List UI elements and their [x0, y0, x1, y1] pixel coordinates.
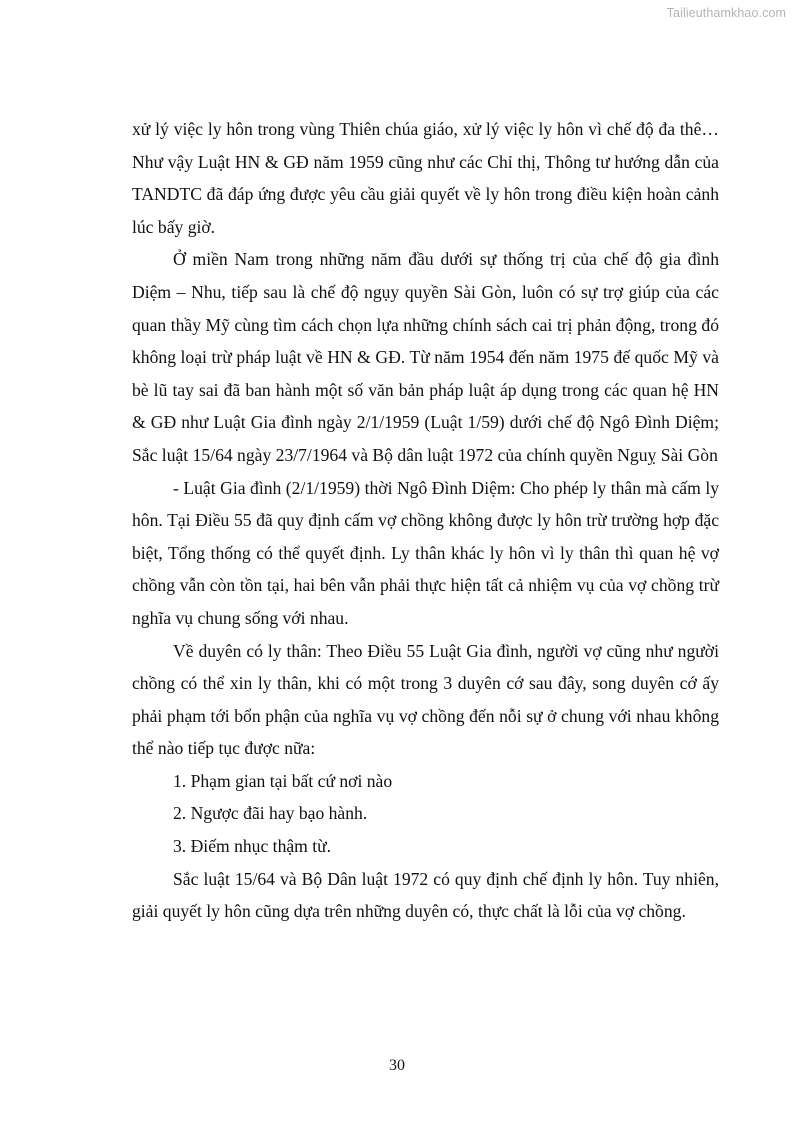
paragraph-southern-regime: Ở miền Nam trong những năm đầu dưới sự thống trị của chế độ gia đình Diệm – Nhu, tiếp sau là chế độ ngụy quyền Sài Gòn, luôn có sự trợ giúp của các quan thầy Mỹ cùng tìm cách chọn lựa những chính sách cai trị phản động, trong đó không loại trừ pháp luật về HN & GĐ. Từ năm 1954 đến năm 1975 đế quốc Mỹ và bè lũ tay sai đã ban hành một số văn bản pháp luật áp dụng trong các quan hệ HN & GĐ như Luật Gia đình ngày 2/1/1959 (Luật 1/59) dưới chế độ Ngô Đình Diệm; Sắc luật 15/64 ngày 23/7/1964 và Bộ dân luật 1972 của chính quyền Nguỵ Sài Gòn: [132, 249, 719, 465]
paragraph-decree-1964-civil-code-1972: Sắc luật 15/64 và Bộ Dân luật 1972 có quy định chế định ly hôn. Tuy nhiên, giải quyết ly hôn cũng dựa trên những duyên có, thực chất là lỗi của vợ chồng.: [132, 868, 719, 922]
list-item-2: 2. Ngược đãi hay bạo hành.: [173, 803, 368, 824]
paragraph-family-law-1959: - Luật Gia đình (2/1/1959) thời Ngô Đình Diệm: Cho phép ly thân mà cấm ly hôn. Tại Điều 55 đã quy định cấm vợ chồng không được ly hôn trừ trường hợp đặc biệt, Tổng thống có thể quyết định. Ly thân khác ly hôn vì ly thân thì quan hệ vợ chồng vẫn còn tồn tại, hai bên vẫn phải thực hiện tất cả nhiệm vụ của vợ chồng trừ nghĩa vụ chung sống với nhau.: [132, 477, 719, 628]
list-item-1: 1. Phạm gian tại bất cứ nơi nào: [173, 770, 393, 791]
watermark: Tailieuthamkhao.com: [666, 6, 786, 20]
page-number: 30: [389, 1057, 405, 1074]
paragraph-continuation: xử lý việc ly hôn trong vùng Thiên chúa giáo, xử lý việc ly hôn vì chế độ đa thê… Như vậy Luật HN & GĐ năm 1959 cũng như các Chỉ thị, Thông tư hướng dẫn của TANDTC đã đáp ứng được yêu cầu giải quyết về ly hôn trong điều kiện hoàn cảnh lúc bấy giờ.: [132, 119, 719, 237]
paragraph-separation-grounds: Về duyên có ly thân: Theo Điều 55 Luật Gia đình, người vợ cũng như người chồng có thể xin ly thân, khi có một trong 3 duyên cớ sau đây, song duyên cớ ấy phải phạm tới bổn phận của nghĩa vụ vợ chồng đến nỗi sự ở chung với nhau không thể nào tiếp tục được nữa:: [132, 640, 719, 759]
list-item-3: 3. Điếm nhục thậm từ.: [173, 836, 332, 857]
page-body: [132, 113, 719, 928]
